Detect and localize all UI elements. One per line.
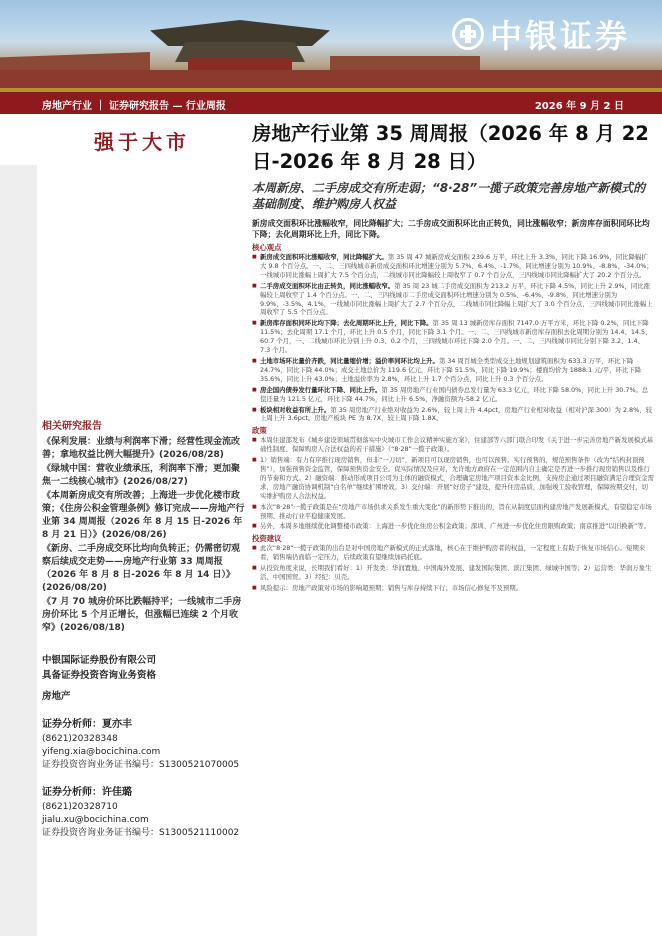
- rating: 强于大市: [94, 130, 190, 154]
- core-point-text: 第 35 周房地产行业国内债券总发行量为 63.3 亿元，环比下降 58.0%，同比上升 30.7%。总偿还量为 121.5 亿元，环比下降 44.7%，同比上升 6.5%，净融资额为-58.2 亿元。: [260, 385, 649, 403]
- invest-point: ■ 从投资角度来说，长期我们看好：1）开发类：华润置地、中国海外发展、建发国际集团、滨江集团、绿城中国等；2）运营类：华润万象生活、中国国贸。3）经纪：贝壳。: [252, 564, 654, 582]
- related-report-item: [42, 543, 246, 595]
- related-report-title: 《7 月 70 城房价环比跌幅持平；一线城市二手房房价环比 5 个月正增长，但涨幅已连续 2 个月收窄》: [42, 597, 242, 633]
- core-point-text: 第 35 周房地产行业绝对收益为 2.6%，较上周上升 4.4pct，房地产行业相对收益（相对沪深 300）为 2.8%，较上周上升 3.6pct。房地产板块 PE 为 8.7X，较上周下降 1.8X。: [260, 405, 652, 423]
- core-point-text: 第 35 周 23 城二手房成交面积为 213.2 万平，环比下降 4.5%，同比上升 2.9%，同比涨幅较上周收窄了 1.4 个百分点。一、二、三四线城市二手房成交面积环比增速分别为 0.5%、-6.4%、-9.8%，同比增速分别为 9.9%、-3.5%、4.1%，一线城市同比涨幅上周扩大了 2.7 个百分点，二线城市同比降幅上周扩大了 3.0 个百分点，三四线城市同比涨幅上周收窄了 5.5 个百分点。: [260, 281, 653, 317]
- analyst-phone: (8621)20328348: [42, 734, 118, 744]
- invest-points: [252, 544, 654, 593]
- brand-name: 中银证券: [490, 17, 631, 55]
- related-research-list: [42, 436, 246, 635]
- report-title: 房地产行业第 35 周周报（2026 年 8 月 22 日-2026 年 8 月 28 日）: [252, 122, 649, 173]
- related-report-item: [42, 436, 246, 462]
- section-title-core: 核心观点: [252, 243, 282, 252]
- report-subtitle: 本周新房、二手房成交有所走弱；“8·28”一揽子政策完善房地产新模式的基础制度、维护购房人权益: [252, 181, 646, 211]
- core-point-heading: 房企国内债券发行量环比下降、同比上升。: [260, 385, 382, 394]
- related-research-title: 相关研究报告: [42, 421, 102, 432]
- core-point-heading: 板块相对收益有所上升。: [260, 405, 331, 414]
- left-margin-strip: [0, 165, 37, 936]
- core-point-text: 第 35 周 13 城新房库存面积 7147.0 万平方米，环比下降 0.2%，同比下降 11.5%；去化周期 17.1 个月，环比上升 0.5 个月，同比下降 3.1 个月。一、二、三四线城市新房库存面积去化周期分别为 14.4、14.5、60.7 个月，一、二线城市环比分别上升 0.3、0.2 个月，三四线城市环比下降 2.0 个月。一、二、三四线城市同比分别下降 3.2、1.4、7.3 个月。: [260, 319, 652, 355]
- related-report-date: (2026/08/20): [42, 583, 107, 593]
- core-points: [252, 253, 654, 423]
- report-date: 2026 年 9 月 2 日: [534, 101, 624, 112]
- related-report-date: (2026/08/27): [123, 477, 188, 487]
- section-title-invest: 投资建议: [252, 534, 282, 544]
- related-report-date: (2026/08/26): [101, 530, 167, 540]
- report-category: 房地产行业 ｜ 证券研究报告 — 行业周报: [42, 101, 226, 112]
- company-sector: 房地产: [42, 691, 71, 702]
- banner-building: [0, 52, 150, 70]
- left-column: [42, 420, 246, 840]
- header-banner: [0, 0, 662, 92]
- core-point: [252, 406, 654, 424]
- company-info: [42, 653, 246, 704]
- analyst-cert: 证券投资咨询业务证书编号：S1300521110002: [42, 828, 240, 838]
- analyst-email: yifeng.xia@bocichina.com: [42, 747, 161, 757]
- section-title-policy: 政策: [252, 426, 267, 436]
- core-point-heading: 新房成交面积环比涨幅收窄，同比降幅扩大。: [260, 253, 388, 261]
- core-point-text: 第 34 周百城全类型成交土地规划建筑面积为 633.3 万平，环比下降 24.7%，同比下降 44.0%；成交土地总价为 119.6 亿元，环比下降 51.5%，同比下降 19.9%；楼面均价为 1888.1 元/平，环比下降 35.6%，同比上升 43.0%；土地溢价率为 2.8%，环比上升 1.7 个百分点，同比上升 0.3 个百分点。: [260, 356, 642, 383]
- analyst-cert: 证券投资咨询业务证书编号：S1300521070005: [42, 760, 240, 770]
- report-lead: 新房成交面积环比涨幅收窄，同比降幅扩大；二手房成交面积环比由正转负，同比涨幅收窄；新房库存面积同环比均下降；去化周期环比上升，同比下降。: [252, 219, 650, 239]
- core-point-text: 第 35 周 47 城新房成交面积 239.6 万平，环比上升 3.3%，同比下降 16.9%，同比降幅扩大 9.8 个百分点。一、二、三四线城市新房成交面积环比增速分别为 5.7%、6.4%、-1.7%，同比增速分别为 10.9%、-8.8%、-34.0%；一线城市同比涨幅上周扩大 7.5 个百分点，二线城市同比降幅较上周收窄了 0.7 个百分点，三四线城市同比降幅扩大了 20.2 个百分点。: [260, 253, 653, 279]
- policy-point: ■ 另外，本周多地继续优化调整楼市政策：上海进一步优化住房公积金政策；深圳、广州进一步优化住房限购政策；南京推进“以旧换新”等。: [252, 522, 654, 531]
- related-report-date: (2026/08/18): [60, 623, 125, 633]
- related-report-title: 《新房、二手房成交环比均向负转正；仍需密切观察后续成交走势——房地产行业第 33 周周报（2026 年 8 月 8 日-2026 年 8 月 14 日）》: [42, 544, 241, 580]
- core-point: [252, 253, 654, 280]
- related-report-item: [42, 463, 246, 489]
- header-bar: [0, 92, 662, 114]
- policy-point: ■ 本次“8·28”一揽子政策是在“房地产市场供求关系发生重大变化”的新形势下推出的，旨在从制度层面构建房地产发展新模式，有望稳定市场预期、推动行业平稳健康发展。: [252, 503, 654, 521]
- core-point: [252, 319, 654, 355]
- core-point: [252, 386, 654, 404]
- analyst-card: [42, 786, 246, 840]
- policy-point: ■ 本周住建部发布《城乡建设领域贯彻落实中央城市工作会议精神实施方案》，住建部等六部门联合印发《关于进一步完善房地产新发展模式基础性制度、保障购房人合法权益的若干措施》（“8·28”一揽子政策）。: [252, 436, 654, 454]
- analyst-phone: (8621)20328710: [42, 802, 118, 812]
- invest-point: ■ 此次“8·28”一揽子政策的出台是对中国房地产新模式的正式落地，核心在于维护购房者的权益，一定程度上有助于恢复市场信心。短期来看，销售端仍面临一定压力，后续政策有望继续加码托底。: [252, 544, 654, 562]
- core-point-heading: 土地市场环比量价齐跌，同比量缩价增；溢价率同环比均上升。: [260, 356, 439, 365]
- core-point-heading: 新房库存面积同环比均下降；去化周期环比上升，同比下降。: [260, 319, 433, 328]
- company-license: 具备证券投资咨询业务资格: [42, 670, 157, 681]
- analyst-card: [42, 718, 246, 772]
- related-report-title: 《绿城中国：营收业绩承压，利润率下滑；更加聚焦一二线核心城市》: [42, 464, 241, 487]
- company-name: 中银国际证券股份有限公司: [42, 655, 157, 666]
- related-report-title: 《本周新房成交有所改善；上海进一步优化楼市政策；《住房公积金管理条例》修订完成——房地产行业第 34 周周报（2026 年 8 月 15 日-2026 年 8 月 21 日）》: [42, 491, 245, 540]
- brand-logo: [452, 8, 657, 60]
- related-report-item: [42, 490, 246, 542]
- analyst-name: 证券分析师：夏亦丰: [42, 719, 132, 730]
- related-report-title: 《保利发展：业绩与利润率下滑；经营性现金流改善；拿地权益比例大幅提升》: [42, 437, 241, 460]
- bank-logo-icon: [452, 18, 484, 50]
- main-content: [252, 120, 654, 595]
- related-report-date: (2026/08/28): [159, 450, 224, 460]
- core-point: [252, 282, 654, 318]
- analyst-name: 证券分析师：许佳璐: [42, 787, 132, 798]
- policy-points: [252, 436, 654, 531]
- analyst-list: [42, 718, 246, 840]
- related-report-item: [42, 596, 246, 635]
- policy-point: ■ 1）销售端：有力有序推行现房销售，但非“一刀切”，新项目可以现房销售，也可以预售。实行预售的，规范预售条件（改为“结构封顶预售”），加强预售资金监管，保障预售资金安全。促实际情况及应对，允许地方政府在一定范围内自主确定是否进一步推行现房销售以及推行的节奏和方式。2）融资端：推动形成项目公司为主体的融资模式，合理确定房地产项目资本金比例，支持房企通过项目融资满足合理资金需求，房地产融资协调机制“白名单”继续扩围增效。3）交付端：开展“好房子”建设，提升住房品质，加强竣工验收管理，保障按期交付，切实维护购房人合法权益。: [252, 456, 654, 501]
- invest-point: ■ 风险提示：房地产政策对市场的影响超预期；销售与库存持续下行；市场信心修复不及预期。: [252, 584, 654, 593]
- core-point-heading: 二手房成交面积环比由正转负，同比涨幅收窄。: [260, 281, 395, 290]
- analyst-email: jialu.xu@bocichina.com: [42, 815, 149, 825]
- core-point: [252, 357, 654, 384]
